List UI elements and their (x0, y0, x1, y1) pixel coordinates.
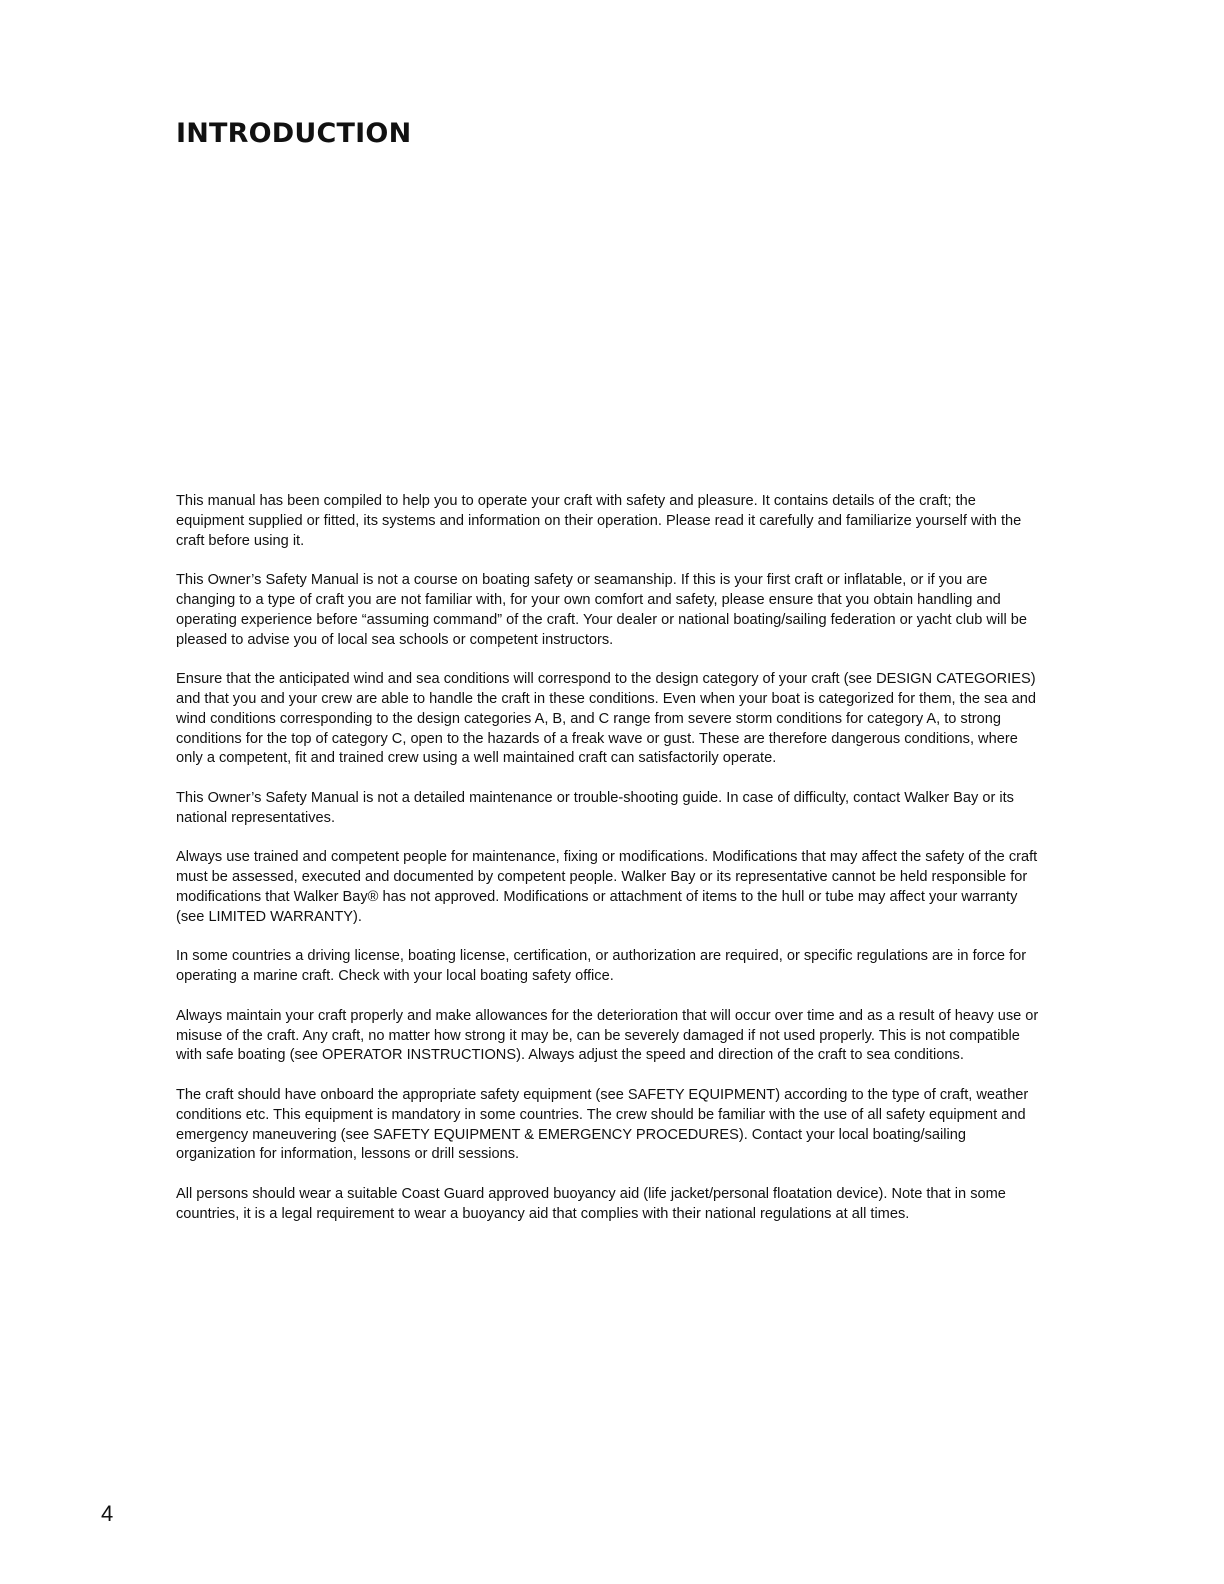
paragraph-buoyancy-aid: All persons should wear a suitable Coast Guard approved buoyancy aid (life jacket/personal floatation device). Note that in some countries, it is a legal requirement to wear a buoyancy aid that complies with their national regulations at all times. (176, 1185, 1006, 1222)
paragraph-licensing: In some countries a driving license, boating license, certification, or authorization are required, or specific regulations are in force for operating a marine craft. Check with your local boating safety office. (176, 948, 1027, 985)
page-title: INTRODUCTION (176, 118, 412, 149)
paragraph-maintenance: Always maintain your craft properly and make allowances for the deterioration that will occur over time and as a result of heavy use or misuse of the craft. Any craft, no matter how strong it may be, can be severely damaged if not used properly. This is not compatible with safe boating (see OPERATOR INSTRUCTIONS). Always adjust the speed and direction of the craft to sea conditions. (176, 1007, 1039, 1064)
page-number: 4 (101, 1501, 114, 1526)
paragraph-modifications: Always use trained and competent people for maintenance, fixing or modifications. Modifications that may affect the safety of the craft must be assessed, executed and documented by competent people. Walker Bay or its representative cannot be held responsible for modifications that Walker Bay® has not approved. Modifications or attachment of items to the hull or tube may affect your warranty (see LIMITED WARRANTY). (176, 849, 1038, 925)
body-text (176, 492, 1046, 1244)
paragraph-design-categories: Ensure that the anticipated wind and sea conditions will correspond to the design category of your craft (see DESIGN CATEGORIES) and that you and your crew are able to handle the craft in these conditions. Even when your boat is categorized for them, the sea and wind conditions corresponding to the design categories A, B, and C range from severe storm conditions for category A, to strong conditions for the top of category C, open to the hazards of a freak wave or gust. These are therefore dangerous conditions, where only a competent, fit and trained crew using a well maintained craft can satisfactorily operate. (176, 671, 1036, 767)
paragraph-safety-equipment: The craft should have onboard the appropriate safety equipment (see SAFETY EQUIPMENT) according to the type of craft, weather conditions etc. This equipment is mandatory in some countries. The crew should be familiar with the use of all safety equipment and emergency maneuvering (see SAFETY EQUIPMENT & EMERGENCY PROCEDURES). Contact your local boating/sailing organization for information, lessons or drill sessions. (176, 1086, 1029, 1163)
paragraph-purpose: This manual has been compiled to help you to operate your craft with safety and pleasure. It contains details of the craft; the equipment supplied or fitted, its systems and information on their operation. Please read it carefully and familiarize yourself with the craft before using it. (176, 493, 1022, 549)
paragraph-not-maintenance-guide: This Owner’s Safety Manual is not a detailed maintenance or trouble-shooting guide. In case of difficulty, contact Walker Bay or its national representatives. (176, 789, 1014, 826)
paragraph-not-a-course: This Owner’s Safety Manual is not a course on boating safety or seamanship. If this is your first craft or inflatable, or if you are changing to a type of craft you are not familiar with, for your own comfort and safety, please ensure that you obtain handling and operating experience before “assuming command” of the craft. Your dealer or national boating/sailing federation or yacht club will be pleased to advise you of local sea schools or competent instructors. (176, 572, 1027, 648)
